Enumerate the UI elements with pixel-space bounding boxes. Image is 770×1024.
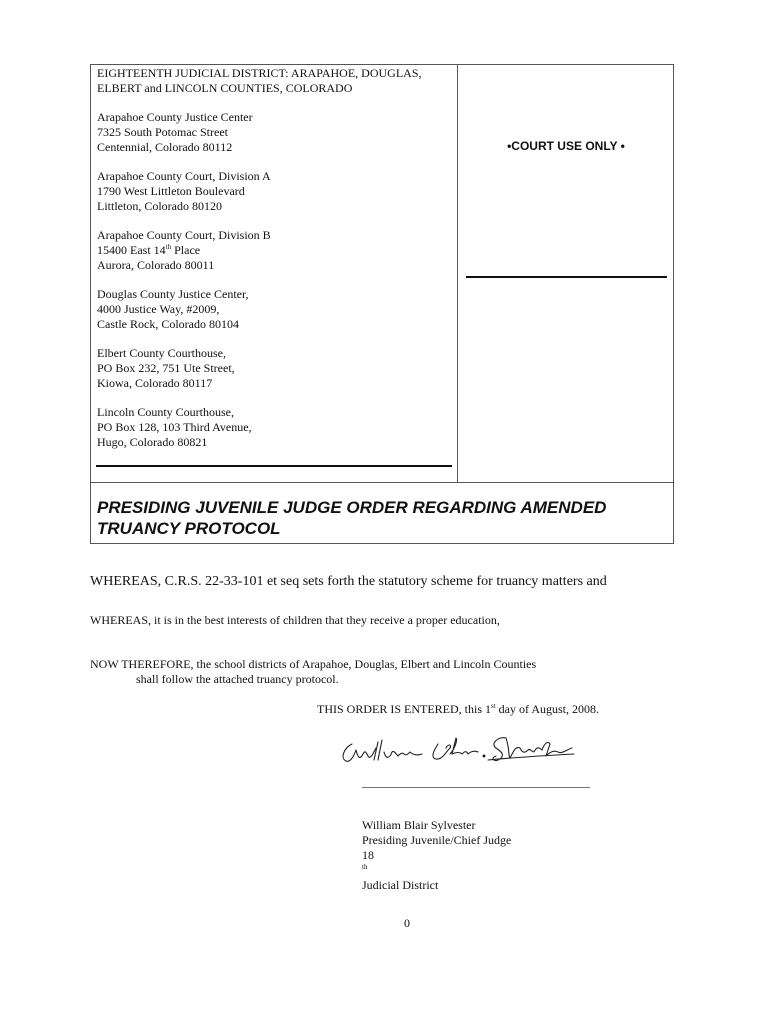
signer-district: [362, 848, 511, 893]
now-therefore-line-1: NOW THEREFORE, the school districts of Arapahoe, Douglas, Elbert and Lincoln Counties: [90, 657, 537, 671]
address-line: 4000 Justice Way, #2009,: [97, 302, 220, 316]
signer-position: Presiding Juvenile/Chief Judge: [362, 833, 512, 847]
address-arapahoe-division-a: [97, 169, 452, 214]
address-elbert-courthouse: [97, 346, 452, 391]
court-address-block: [97, 66, 452, 464]
address-line: Littleton, Colorado 80120: [97, 199, 222, 213]
address-line: Arapahoe County Court, Division A: [97, 169, 271, 183]
address-line: Kiowa, Colorado 80117: [97, 376, 213, 390]
caption-column-divider: [457, 64, 458, 483]
address-line: Elbert County Courthouse,: [97, 346, 226, 360]
handwritten-signature: [338, 730, 578, 770]
address-arapahoe-division-b: [97, 228, 452, 273]
court-header: [97, 66, 452, 96]
address-lincoln-courthouse: [97, 405, 452, 450]
address-line: Arapahoe County Justice Center: [97, 110, 253, 124]
ordinal-suffix: st: [491, 702, 496, 710]
page-number: 0: [404, 916, 410, 930]
entered-date-text: day of August, 2008.: [495, 702, 600, 716]
court-use-rule: [466, 276, 667, 278]
address-line: Aurora, Colorado 80011: [97, 258, 215, 272]
address-line: [97, 243, 452, 258]
address-street-rest: Place: [171, 243, 201, 257]
caption-row-divider: [90, 482, 674, 483]
court-header-line: ELBERT and LINCOLN COUNTIES, COLORADO: [97, 81, 353, 95]
whereas-clause-1: WHEREAS, C.R.S. 22-33-101 et seq sets forth the statutory scheme for truancy matters and: [90, 574, 607, 589]
court-use-only-label: •COURT USE ONLY •: [507, 139, 625, 153]
now-therefore-clause: [90, 657, 690, 687]
signature-line: ______________________________________: [362, 775, 590, 789]
address-douglas-justice-center: [97, 287, 452, 332]
signer-block: [362, 818, 511, 893]
address-line: PO Box 232, 751 Ute Street,: [97, 361, 235, 375]
address-line: Hugo, Colorado 80821: [97, 435, 208, 449]
district-name: Judicial District: [362, 878, 439, 892]
district-number: 18: [362, 848, 374, 862]
court-header-line: EIGHTEENTH JUDICIAL DISTRICT: ARAPAHOE, DOUGLAS,: [97, 66, 422, 80]
address-line: 7325 South Potomac Street: [97, 125, 228, 139]
address-line: PO Box 128, 103 Third Avenue,: [97, 420, 252, 434]
document-title: PRESIDING JUVENILE JUDGE ORDER REGARDING AMENDED TRUANCY PROTOCOL: [97, 498, 607, 538]
ordinal-suffix: th: [362, 863, 368, 871]
order-entered-line: [317, 702, 599, 717]
now-therefore-line-2: shall follow the attached truancy protocol.: [136, 672, 339, 686]
address-line: Arapahoe County Court, Division B: [97, 228, 271, 242]
address-street: 15400 East 14: [97, 243, 166, 257]
address-line: Castle Rock, Colorado 80104: [97, 317, 239, 331]
whereas-clause-2: WHEREAS, it is in the best interests of children that they receive a proper education,: [90, 613, 500, 627]
address-line: Lincoln County Courthouse,: [97, 405, 234, 419]
address-line: Douglas County Justice Center,: [97, 287, 249, 301]
address-line: Centennial, Colorado 80112: [97, 140, 233, 154]
signer-name: William Blair Sylvester: [362, 818, 476, 832]
case-info-rule: [96, 465, 452, 467]
address-arapahoe-justice-center: [97, 110, 452, 155]
ordinal-suffix: th: [165, 243, 172, 251]
address-line: 1790 West Littleton Boulevard: [97, 184, 245, 198]
entered-text: THIS ORDER IS ENTERED, this 1: [317, 702, 491, 716]
